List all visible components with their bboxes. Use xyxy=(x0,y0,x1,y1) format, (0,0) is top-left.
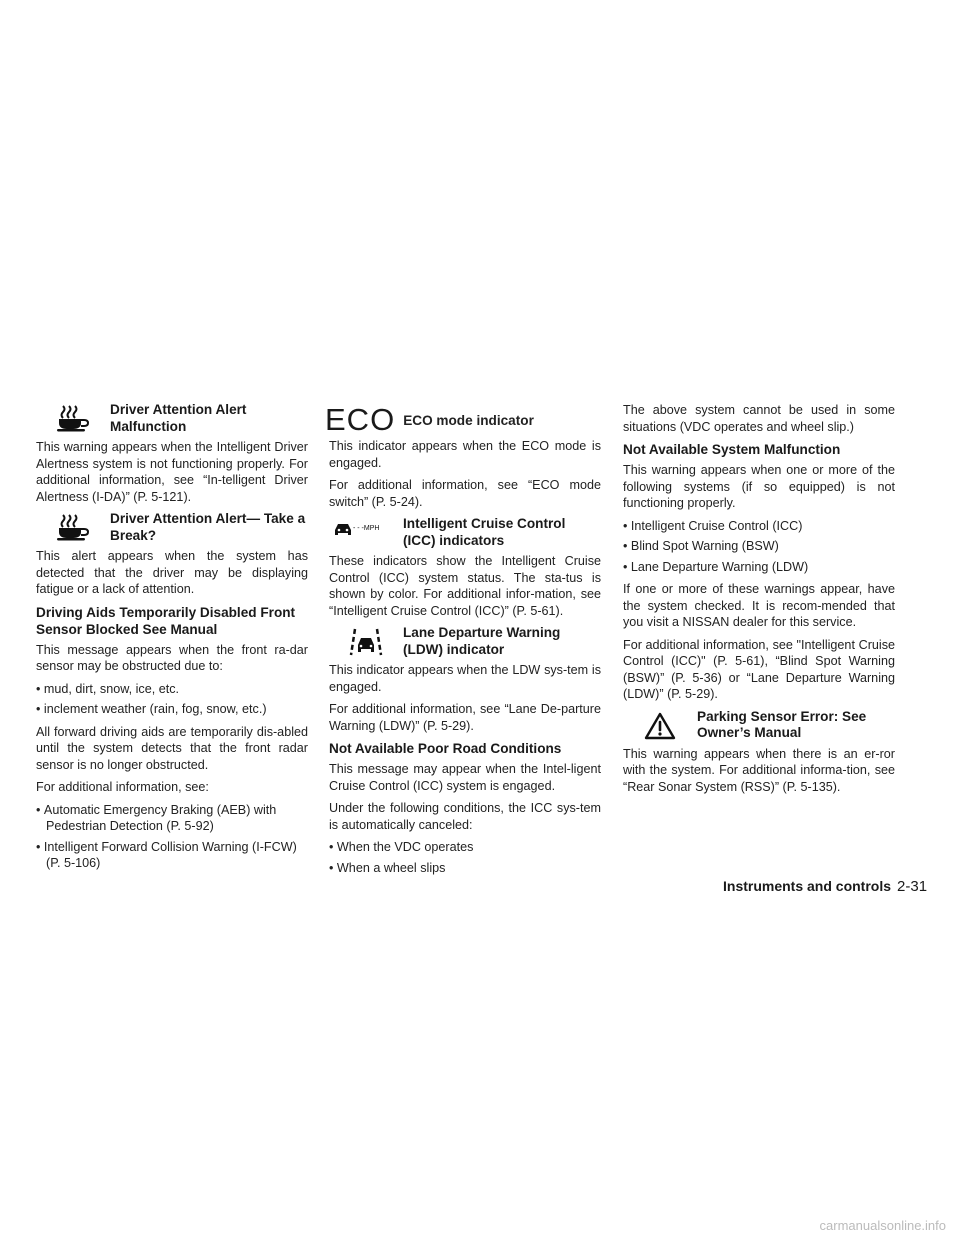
above-system-text: The above system cannot be used in some situations (VDC operates and wheel slip.) xyxy=(623,403,895,434)
list-item: • When the VDC operates xyxy=(329,839,601,856)
column-2 xyxy=(325,402,601,882)
eco-icon: ECO xyxy=(325,402,396,437)
conditions-list xyxy=(329,839,601,876)
page-number: 2-31 xyxy=(897,878,928,895)
obstruction-list xyxy=(36,681,308,718)
watermark: carmanualsonline.info xyxy=(819,1218,946,1233)
system-malfunction-text: This warning appears when one or more of the following systems (if so equipped) is not functioning properly. xyxy=(623,463,895,510)
coffee-cup-icon xyxy=(36,511,110,541)
daa-malfunction-title: Driver Attention Alert Malfunction xyxy=(110,402,247,434)
daa-malfunction-text: This warning appears when the Intelligent Driver Alertness system is not functioning properly. For additional information, see “In-telligent Driver Alertness (I-DA)” (P. 5-121). xyxy=(36,440,308,504)
if-one-text: If one or more of these warnings appear, have the system checked. It is recom-mended that you visit a NISSAN dealer for this service. xyxy=(623,582,895,629)
driving-aids-text: This message appears when the front ra-dar sensor may be obstructed due to: xyxy=(36,642,308,673)
parking-sensor-heading xyxy=(623,709,895,742)
eco-title: ECO mode indicator xyxy=(403,412,534,428)
icc-heading xyxy=(329,516,601,549)
column-1 xyxy=(36,402,308,878)
list-item: • Intelligent Cruise Control (ICC) xyxy=(623,518,895,535)
icc-text: These indicators show the Intelligent Cruise Control (ICC) system status. The sta-tus is shown by color. For additional infor-mation, see “Intelligent Cruise Control (ICC)” (P. 5-61). xyxy=(329,554,601,618)
parking-sensor-text: This warning appears when there is an er-ror with the system. For additional informa-tion, see “Rear Sonar System (RSS)” (P. 5-135). xyxy=(623,746,895,794)
daa-break-title: Driver Attention Alert— Take a Break? xyxy=(110,511,306,543)
driving-aids-heading: Driving Aids Temporarily Disabled Front Sensor Blocked See Manual xyxy=(36,604,296,637)
icc-car-icon xyxy=(329,516,403,538)
icc-title: Intelligent Cruise Control (ICC) indicators xyxy=(403,516,566,548)
list-item: • inclement weather (rain, fog, snow, etc.) xyxy=(36,701,308,718)
conditions-text: Under the following conditions, the ICC sys-tem is automatically canceled: xyxy=(329,801,601,832)
parking-sensor-title: Parking Sensor Error: See Owner’s Manual xyxy=(697,708,867,740)
column-3 xyxy=(623,402,895,801)
eco-heading xyxy=(325,402,601,437)
ldw-text: This indicator appears when the LDW sys-tem is engaged. xyxy=(329,663,601,694)
more-info-text: For additional information, see "Intelligent Cruise Control (ICC)" (P. 5-61), “Blind Spot Warning (BSW)” (P. 5-36) or “Lane Departure Warning (LDW)” (P. 5-29). xyxy=(623,637,895,701)
list-item: • Blind Spot Warning (BSW) xyxy=(623,538,895,555)
eco-text: This indicator appears when the ECO mode is engaged. xyxy=(329,439,601,470)
eco-more-text: For additional information, see “ECO mode switch” (P. 5-24). xyxy=(329,478,601,509)
see-also-text: For additional information, see: xyxy=(36,780,209,794)
ldw-icon xyxy=(329,625,403,657)
poor-road-heading: Not Available Poor Road Conditions xyxy=(329,741,562,756)
icc-icon-label: - - -MPH xyxy=(353,525,380,532)
list-item: • Lane Departure Warning (LDW) xyxy=(623,559,895,576)
list-item: • When a wheel slips xyxy=(329,860,601,877)
systems-list xyxy=(623,518,895,576)
ldw-title: Lane Departure Warning (LDW) indicator xyxy=(403,625,561,657)
poor-road-text: This message may appear when the Intel-ligent Cruise Control (ICC) system is engaged. xyxy=(329,762,601,793)
page-footer xyxy=(723,878,927,896)
see-also-list xyxy=(36,802,308,872)
list-item: • mud, dirt, snow, ice, etc. xyxy=(36,681,308,698)
warning-triangle-icon xyxy=(623,709,697,741)
list-item: • Automatic Emergency Braking (AEB) with Pedestrian Detection (P. 5-92) xyxy=(36,802,308,835)
daa-break-heading xyxy=(36,511,308,544)
list-item: • Intelligent Forward Collision Warning (I-FCW) (P. 5-106) xyxy=(36,839,308,872)
all-forward-text: All forward driving aids are temporarily dis-abled until the system detects that the front radar sensor is no longer obstructed. xyxy=(36,724,308,772)
ldw-heading xyxy=(329,625,601,658)
section-title: Instruments and controls xyxy=(723,878,892,894)
system-malfunction-heading: Not Available System Malfunction xyxy=(623,442,841,457)
daa-break-text: This alert appears when the system has detected that the driver may be displaying fatigue or a lack of attention. xyxy=(36,549,308,596)
coffee-cup-icon xyxy=(36,402,110,432)
daa-malfunction-heading xyxy=(36,402,308,435)
ldw-more-text: For additional information, see “Lane De-parture Warning (LDW)” (P. 5-29). xyxy=(329,702,601,733)
